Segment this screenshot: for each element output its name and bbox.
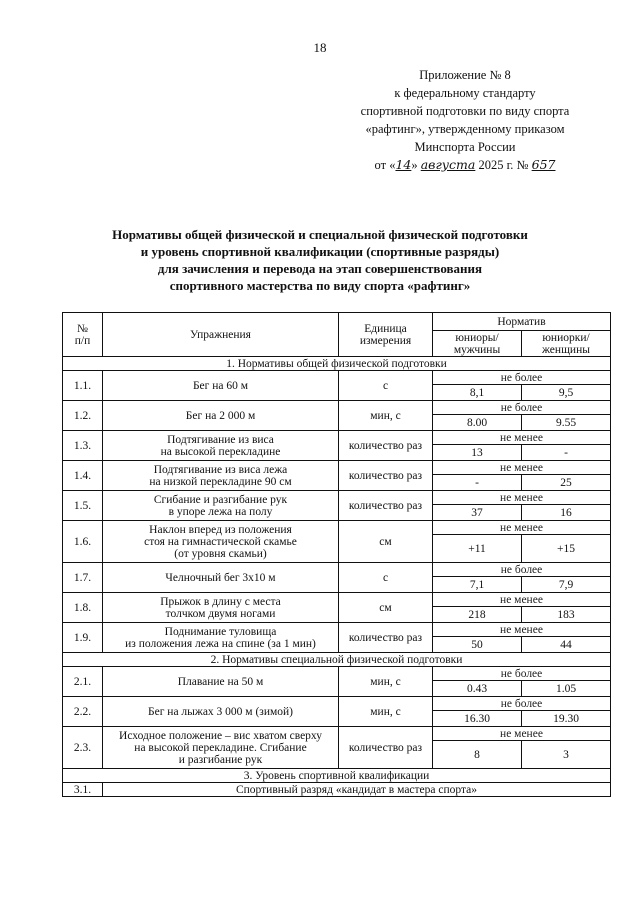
row-number: 1.3. [63,431,103,461]
unit-cell: с [339,563,433,593]
header-exercise: Упражнения [103,313,339,357]
unit-cell: мин, с [339,667,433,697]
table-row [63,667,611,681]
section-row [63,653,611,667]
value-female: 1.05 [522,681,611,697]
unit-cell: мин, с [339,697,433,727]
value-male: 50 [433,637,522,653]
value-female: 9,5 [522,385,611,401]
value-male: 218 [433,607,522,623]
value-male: 0.43 [433,681,522,697]
table-row [63,371,611,385]
table-row [63,521,611,535]
norm-qualifier: не более [433,563,611,577]
value-female: 7,9 [522,577,611,593]
appendix-block [320,66,610,174]
exercise-name: Бег на 2 000 м [103,401,339,431]
page-number: 18 [313,40,327,55]
value-male: 8 [433,741,522,769]
exercise-name: Подтягивание из виса лежа на низкой перекладине 90 см [103,461,339,491]
handwritten-day: 14 [395,157,412,172]
appendix-line: «рафтинг», утвержденному приказом [365,122,565,136]
row-number: 2.2. [63,697,103,727]
unit-cell: количество раз [339,491,433,521]
unit-cell: см [339,521,433,563]
value-male: 7,1 [433,577,522,593]
row-number: 2.1. [63,667,103,697]
value-female: 3 [522,741,611,769]
norm-qualifier: не более [433,401,611,415]
table-row [63,697,611,711]
row-number: 1.6. [63,521,103,563]
norm-qualifier: не менее [433,461,611,475]
value-male: 16.30 [433,711,522,727]
appendix-line: спортивной подготовки по виду спорта [360,104,570,118]
appendix-date-line: от «14» августа 2025 г. № 657 [374,157,556,172]
value-male: +11 [433,535,522,563]
table-row [63,727,611,741]
value-male: 37 [433,505,522,521]
table-row [63,783,611,797]
exercise-name: Исходное положение – вис хватом сверху на высокой перекладине. Сгибание и разгибание рук [103,727,339,769]
unit-cell: мин, с [339,401,433,431]
handwritten-month: августа [420,157,476,172]
value-female: 19.30 [522,711,611,727]
row-number: 1.9. [63,623,103,653]
norm-qualifier: не менее [433,623,611,637]
value-male: 8,1 [433,385,522,401]
row-number: 1.8. [63,593,103,623]
value-female: 183 [522,607,611,623]
unit-cell: количество раз [339,727,433,769]
appendix-line: к федеральному стандарту [394,86,536,100]
norm-qualifier: не менее [433,431,611,445]
exercise-name: Поднимание туловища из положения лежа на спине (за 1 мин) [103,623,339,653]
exercise-name: Наклон вперед из положения стоя на гимнастической скамье (от уровня скамьи) [103,521,339,563]
title-line: и уровень спортивной квалификации (спортивные разряды) [140,244,500,259]
row-number: 1.7. [63,563,103,593]
row-number: 3.1. [63,783,103,797]
norm-qualifier: не менее [433,521,611,535]
document-title [60,226,580,294]
value-male: 8.00 [433,415,522,431]
header-female: юниорки/ женщины [522,331,611,357]
title-line: спортивного мастерства по виду спорта «рафтинг» [169,278,471,293]
table-row [63,593,611,607]
exercise-name: Челночный бег 3x10 м [103,563,339,593]
norm-qualifier: не менее [433,491,611,505]
table-row [63,401,611,415]
row-number: 1.1. [63,371,103,401]
unit-cell: количество раз [339,461,433,491]
header-num: № п/п [63,313,103,357]
unit-cell: с [339,371,433,401]
value-female: 25 [522,475,611,491]
norm-qualifier: не менее [433,593,611,607]
exercise-name: Плавание на 50 м [103,667,339,697]
value-male: 13 [433,445,522,461]
value-female: 44 [522,637,611,653]
section-title: 2. Нормативы специальной физической подготовки [63,653,611,667]
row-number: 1.4. [63,461,103,491]
table-row [63,431,611,445]
row-number: 2.3. [63,727,103,769]
norm-qualifier: не более [433,667,611,681]
unit-cell: количество раз [339,431,433,461]
exercise-name: Прыжок в длину с места толчком двумя ногами [103,593,339,623]
value-female: - [522,445,611,461]
exercise-name: Подтягивание из виса на высокой перекладине [103,431,339,461]
header-unit: Единица измерения [339,313,433,357]
handwritten-order-number: 657 [531,157,556,172]
norm-qualifier: не более [433,371,611,385]
row-full-text: Спортивный разряд «кандидат в мастера спорта» [103,783,611,797]
unit-cell: см [339,593,433,623]
table-row [63,461,611,475]
value-female: 9.55 [522,415,611,431]
title-line: Нормативы общей физической и специальной физической подготовки [112,227,528,242]
value-male: - [433,475,522,491]
section-row [63,357,611,371]
appendix-line: Приложение № 8 [419,68,511,82]
norm-qualifier: не менее [433,727,611,741]
row-number: 1.2. [63,401,103,431]
section-title: 1. Нормативы общей физической подготовки [63,357,611,371]
title-line: для зачисления и перевода на этап совершенствования [157,261,483,276]
table-row [63,563,611,577]
section-title: 3. Уровень спортивной квалификации [63,769,611,783]
appendix-line: Минспорта России [414,140,516,154]
unit-cell: количество раз [339,623,433,653]
header-norm: Норматив [433,313,611,331]
norm-qualifier: не более [433,697,611,711]
section-row [63,769,611,783]
exercise-name: Бег на лыжах 3 000 м (зимой) [103,697,339,727]
value-female: +15 [522,535,611,563]
row-number: 1.5. [63,491,103,521]
exercise-name: Бег на 60 м [103,371,339,401]
norms-table [62,312,611,797]
header-male: юниоры/ мужчины [433,331,522,357]
value-female: 16 [522,505,611,521]
table-row [63,491,611,505]
exercise-name: Сгибание и разгибание рук в упоре лежа на полу [103,491,339,521]
table-row [63,623,611,637]
